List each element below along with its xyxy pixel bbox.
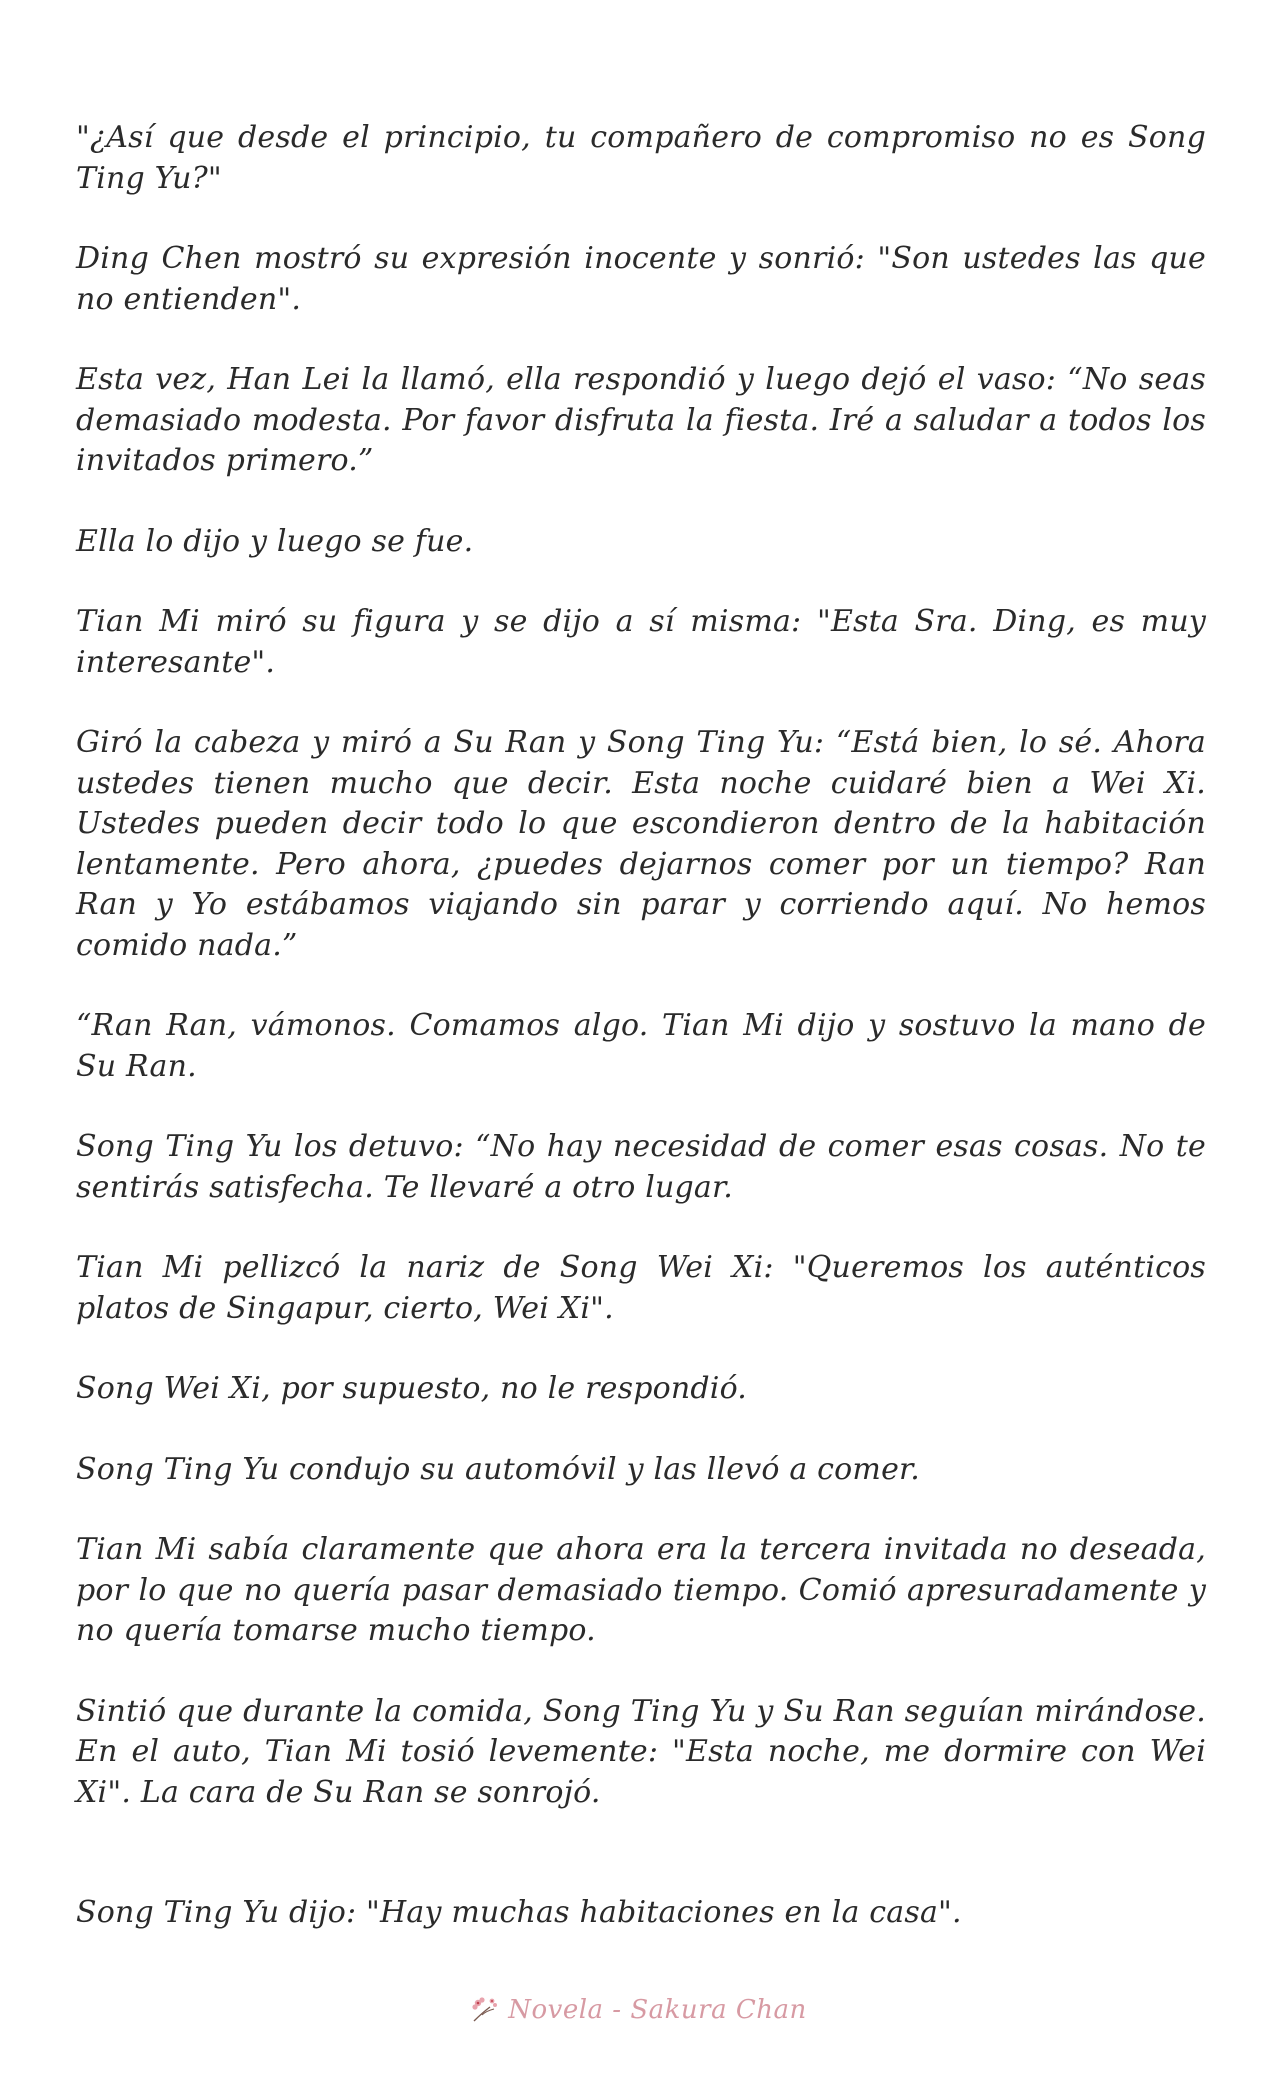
paragraph: Tian Mi sabía claramente que ahora era la tercera invitada no deseada, por lo que no quería pasar demasiado tiempo. Comió apresuradamente y no quería tomarse mucho tiempo. [76, 1532, 1206, 1648]
paragraph: Giró la cabeza y miró a Su Ran y Song Ting Yu: “Está bien, lo sé. Ahora ustedes tienen mucho que decir. Esta noche cuidaré bien a Wei Xi. Ustedes pueden decir todo lo que escondieron dentro de la habitación lentamente. Pero ahora, ¿puedes dejarnos comer por un tiempo? Ran Ran y Yo estábamos viajando sin parar y corriendo aquí. No hemos comido nada.” [76, 725, 1206, 963]
sakura-flower-icon [468, 1993, 502, 2027]
paragraph: "¿Así que desde el principio, tu compañero de compromiso no es Song Ting Yu?" [76, 120, 1206, 196]
paragraph: Ding Chen mostró su expresión inocente y sonrió: "Son ustedes las que no entienden". [76, 241, 1206, 317]
paragraph: Esta vez, Han Lei la llamó, ella respondió y luego dejó el vaso: “No seas demasiado modesta. Por favor disfruta la fiesta. Iré a saludar a todos los invitados primero.” [76, 362, 1206, 478]
paragraph: “Ran Ran, vámonos. Comamos algo. Tian Mi dijo y sostuvo la mano de Su Ran. [76, 1008, 1206, 1084]
document-body [76, 118, 1206, 1974]
footer-watermark [0, 1990, 1275, 2030]
paragraph: Song Wei Xi, por supuesto, no le respondió. [76, 1371, 748, 1406]
paragraph: Song Ting Yu los detuvo: “No hay necesidad de comer esas cosas. No te sentirás satisfecha. Te llevaré a otro lugar. [76, 1129, 1206, 1205]
paragraph: Tian Mi pellizcó la nariz de Song Wei Xi: "Queremos los auténticos platos de Singapur, cierto, Wei Xi". [76, 1250, 1206, 1326]
paragraph: Sintió que durante la comida, Song Ting Yu y Su Ran seguían mirándose. En el auto, Tian Mi tosió levemente: "Esta noche, me dormire con Wei Xi". La cara de Su Ran se sonrojó. [76, 1693, 1206, 1810]
paragraph: Tian Mi miró su figura y se dijo a sí misma: "Esta Sra. Ding, es muy interesante". [76, 604, 1206, 680]
paragraph: Ella lo dijo y luego se fue. [76, 523, 474, 559]
paragraph: Song Ting Yu dijo: "Hay muchas habitaciones en la casa". [76, 1895, 962, 1930]
footer-watermark-text: Novela - Sakura Chan [508, 1995, 807, 2025]
paragraph: Song Ting Yu condujo su automóvil y las llevó a comer. [76, 1451, 921, 1487]
